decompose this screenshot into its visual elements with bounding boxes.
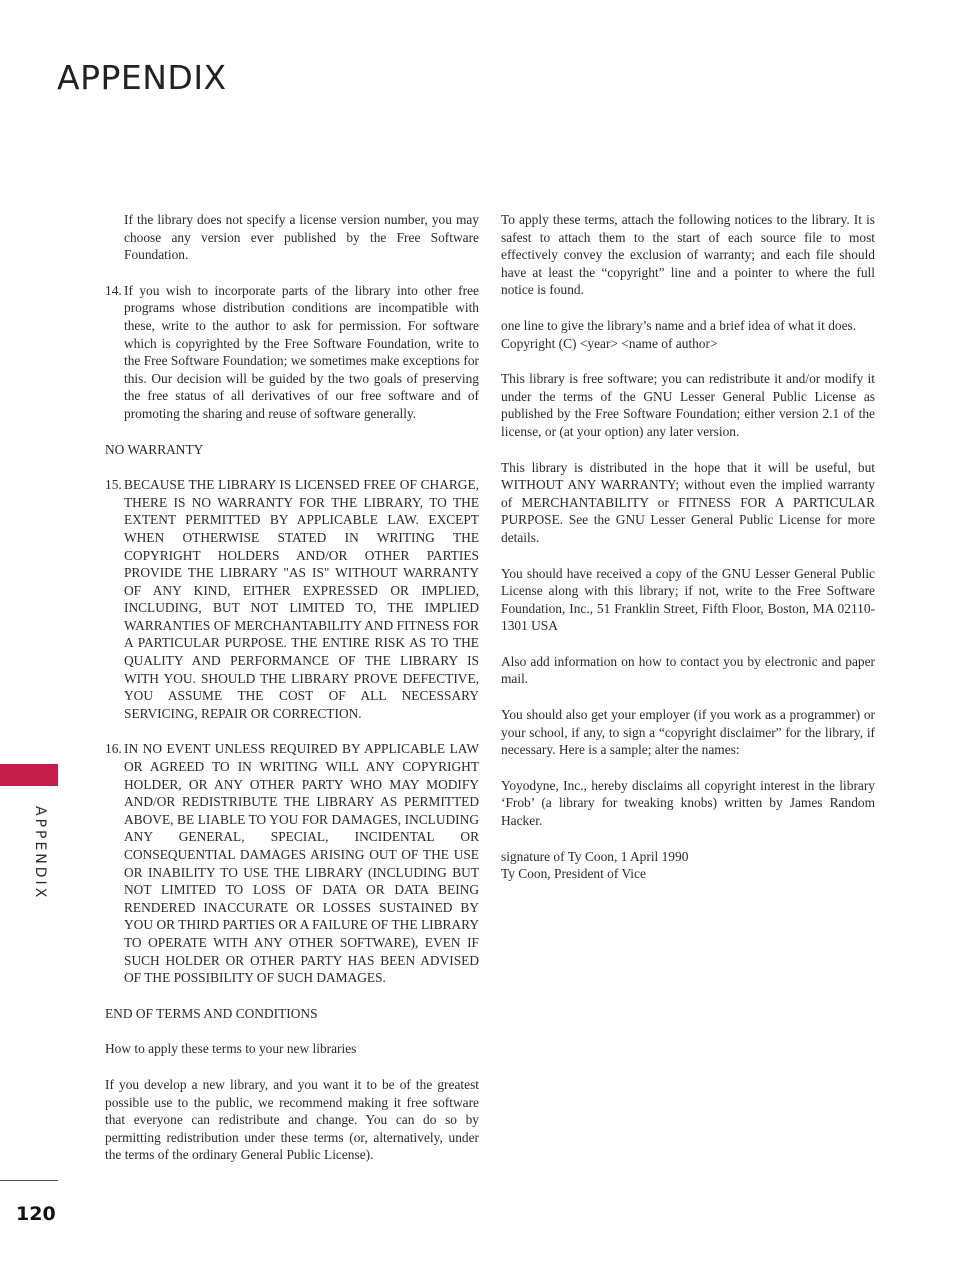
clause-15 bbox=[105, 476, 479, 722]
clause-text: BECAUSE THE LIBRARY IS LICENSED FREE OF CHARGE, THERE IS NO WARRANTY FOR THE LIBRARY, TO THE EXTENT PERMITTED BY APPLICABLE LAW. EXCEPT WHEN OTHERWISE STATED IN WRITING THE COPYRIGHT HOLDERS AND/OR OTHER PARTIES PROVIDE THE LIBRARY "AS IS" WITHOUT WARRANTY OF ANY KIND, EITHER EXPRESSED OR IMPLIED, INCLUDING, BUT NOT LIMITED TO, THE IMPLIED WARRANTIES OF MERCHANTABILITY AND FITNESS FOR A PARTICULAR PURPOSE. THE ENTIRE RISK AS TO THE QUALITY AND PERFORMANCE OF THE LIBRARY IS WITH YOU. SHOULD THE LIBRARY PROVE DEFECTIVE, YOU ASSUME THE COST OF ALL NECESSARY SERVICING, REPAIR OR CORRECTION. bbox=[124, 477, 479, 721]
notice-one-line: one line to give the library’s name and a brief idea of what it does. bbox=[501, 317, 857, 333]
heading-how-to-apply: How to apply these terms to your new libraries bbox=[105, 1041, 357, 1057]
section-side-label: APPENDIX bbox=[32, 806, 48, 901]
clause-16 bbox=[105, 740, 479, 986]
clause-number: 14. bbox=[105, 282, 122, 298]
right-text-column bbox=[501, 211, 875, 901]
paragraph-develop: If you develop a new library, and you want it to be of the greatest possible use to the public, we recommend making it free software that everyone can redistribute and change. You can do so by permitting redistribution under these terms (or, alternatively, under the terms of the ordinary General Public License). bbox=[105, 1076, 479, 1163]
section-tab-marker bbox=[0, 764, 58, 786]
heading-no-warranty: NO WARRANTY bbox=[105, 441, 204, 457]
clause-text: If you wish to incorporate parts of the library into other free programs whose distribution conditions are incompatible with these, write to the author to ask for permission. For software which is copyrighted by the Free Software Foundation, write to the Free Software Foundation; we sometimes make exceptions for this. Our decision will be guided by the two goals of preserving the free status of all derivatives of our free software and of promoting the sharing and reuse of software generally. bbox=[124, 282, 479, 421]
footer-divider bbox=[0, 1180, 58, 1181]
notice-header-block bbox=[501, 317, 875, 352]
notice-copyright-line: Copyright (C) <year> <name of author> bbox=[501, 335, 718, 351]
signature-block bbox=[501, 848, 875, 883]
signature-line: signature of Ty Coon, 1 April 1990 bbox=[501, 848, 689, 864]
paragraph-contact: Also add information on how to contact you by electronic and paper mail. bbox=[501, 653, 875, 687]
paragraph-received: You should have received a copy of the GNU Lesser General Public License along with this library; if not, write to the Free Software Foundation, Inc., 51 Franklin Street, Fifth Floor, Boston, MA 02110-1301 USA bbox=[501, 565, 875, 634]
paragraph-yoyodyne: Yoyodyne, Inc., hereby disclaims all copyright interest in the library ‘Frob’ (a library for tweaking knobs) written by James Random Hacker. bbox=[501, 777, 875, 829]
clause-number: 16. bbox=[105, 741, 122, 757]
heading-end-of-terms: END OF TERMS AND CONDITIONS bbox=[105, 1005, 318, 1021]
clause-text: IN NO EVENT UNLESS REQUIRED BY APPLICABLE LAW OR AGREED TO IN WRITING WILL ANY COPYRIGHT HOLDER, OR ANY OTHER PARTY WHO MAY MODIFY AND/OR REDISTRIBUTE THE LIBRARY AS PERMITTED ABOVE, BE LIABLE TO YOU FOR DAMAGES, INCLUDING ANY GENERAL, SPECIAL, INCIDENTAL OR CONSEQUENTIAL DAMAGES ARISING OUT OF THE USE OR INABILITY TO USE THE LIBRARY (INCLUDING BUT NOT LIMITED TO LOSS OF DATA OR DATA BEING RENDERED INACCURATE OR LOSSES SUSTAINED BY YOU OR THIRD PARTIES OR A FAILURE OF THE LIBRARY TO OPERATE WITH ANY OTHER SOFTWARE), EVEN IF SUCH HOLDER OR OTHER PARTY HAS BEEN ADVISED OF THE POSSIBILITY OF SUCH DAMAGES. bbox=[124, 741, 479, 986]
paragraph-distributed: This library is distributed in the hope that it will be useful, but WITHOUT ANY WARRANTY; without even the implied warranty of MERCHANTABILITY or FITNESS FOR A PARTICULAR PURPOSE. See the GNU Lesser General Public License for more details. bbox=[501, 459, 875, 545]
page-title: APPENDIX bbox=[57, 58, 227, 97]
clause-number: 15. bbox=[105, 477, 122, 493]
paragraph-version: If the library does not specify a license version number, you may choose any version ever published by the Free Software Foundation. bbox=[124, 212, 479, 263]
paragraph-employer: You should also get your employer (if you work as a programmer) or your school, if any, to sign a “copyright disclaimer” for the library, if necessary. Here is a sample; alter the names: bbox=[501, 707, 875, 758]
clause-14 bbox=[105, 282, 479, 423]
paragraph-free-software: This library is free software; you can redistribute it and/or modify it under the terms of the GNU Lesser General Public License as published by the Free Software Foundation; either version 2.1 of the license, or (at your option) any later version. bbox=[501, 371, 875, 439]
page-number: 120 bbox=[16, 1203, 56, 1225]
signatory-title-line: Ty Coon, President of Vice bbox=[501, 866, 646, 882]
left-text-column bbox=[105, 211, 479, 1182]
paragraph-apply: To apply these terms, attach the following notices to the library. It is safest to attach them to the start of each source file to most effectively convey the exclusion of warranty; and each file should have at least the “copyright” line and a pointer to where the full notice is found. bbox=[501, 212, 875, 298]
